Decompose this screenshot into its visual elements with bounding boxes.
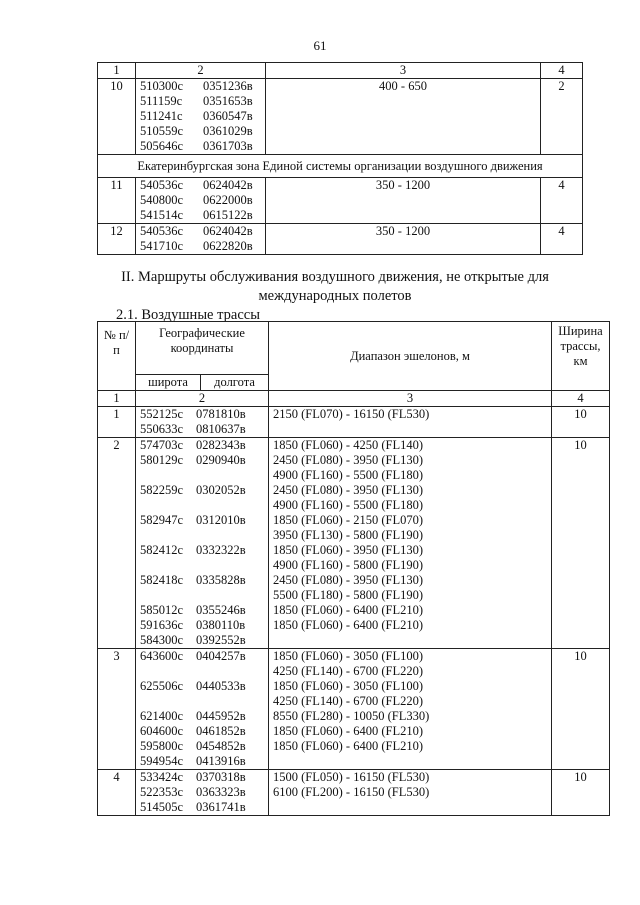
row-number: 10 [98, 79, 136, 155]
zone-title: Екатеринбургская зона Единой системы организации воздушного движения [98, 155, 583, 178]
route-width: 2 [541, 79, 583, 155]
header-width [552, 322, 610, 391]
level-range: 1850 (FL060) - 6400 (FL210) [273, 618, 423, 632]
longitude: 0454852в [196, 739, 246, 753]
coord-line [140, 785, 264, 800]
coord-line [140, 79, 261, 94]
level-range: 6100 (FL200) - 16150 (FL530) [273, 785, 430, 799]
latitude: 582259с [140, 483, 184, 497]
longitude: 0335828в [196, 573, 246, 587]
table-row [98, 224, 583, 255]
level-range: 350 - 1200 [266, 224, 541, 255]
longitude: 0781810в [196, 407, 246, 421]
route-width: 10 [552, 407, 610, 438]
longitude: 0363323в [196, 785, 246, 799]
coord-line [140, 800, 264, 815]
row-number: 1 [98, 407, 136, 438]
longitude: 0622000в [203, 193, 253, 207]
latitude [140, 694, 196, 709]
table-row [98, 649, 610, 770]
colnum-3: 3 [269, 391, 552, 407]
level-range: 2450 (FL080) - 3950 (FL130) [273, 453, 423, 467]
coord-line [140, 679, 264, 694]
longitude: 0351236в [203, 79, 253, 93]
coord-line [140, 633, 264, 648]
level-range: 1850 (FL060) - 6400 (FL210) [273, 603, 423, 617]
coord-line [140, 498, 264, 513]
longitude: 0445952в [196, 709, 246, 723]
level-range: 8550 (FL280) - 10050 (FL330) [273, 709, 430, 723]
longitude: 0290940в [196, 453, 246, 467]
level-range: 1850 (FL060) - 6400 (FL210) [273, 724, 423, 738]
coord-line [140, 739, 264, 754]
latitude: 594954с [140, 754, 184, 768]
coord-line [140, 618, 264, 633]
longitude: 0615122в [203, 208, 253, 222]
coord-line [140, 543, 264, 558]
longitude: 0624042в [203, 224, 253, 238]
header-range [269, 322, 552, 391]
level-range: 1850 (FL060) - 4250 (FL140) [273, 438, 423, 452]
latitude: 584300с [140, 633, 184, 647]
coord-line [140, 453, 264, 468]
coord-line [140, 468, 264, 483]
longitude: 0282343в [196, 438, 246, 452]
colnum-1: 1 [98, 391, 136, 407]
route-width: 10 [552, 649, 610, 770]
level-range: 1850 (FL060) - 2150 (FL070) [273, 513, 423, 527]
latitude [140, 558, 196, 573]
coord-line [140, 709, 264, 724]
row-number: 2 [98, 438, 136, 649]
column-number-row [98, 391, 610, 407]
latitude: 540536с [140, 224, 184, 238]
latitude: 510559с [140, 124, 184, 138]
coordinates-cell [136, 224, 266, 255]
route-width: 10 [552, 770, 610, 816]
level-range: 4900 (FL160) - 5500 (FL180) [273, 468, 423, 482]
coord-line [140, 694, 264, 709]
latitude: 510300с [140, 79, 184, 93]
level-ranges-cell [269, 438, 552, 649]
level-range: 4250 (FL140) - 6700 (FL220) [273, 694, 423, 708]
latitude [140, 588, 196, 603]
coord-line [140, 603, 264, 618]
route-width: 10 [552, 438, 610, 649]
longitude: 0370318в [196, 770, 246, 784]
coordinates-cell [136, 178, 266, 224]
zone-row [98, 155, 583, 178]
longitude: 0392552в [196, 633, 246, 647]
column-number-row [98, 63, 583, 79]
header-lon: долгота [214, 375, 255, 389]
level-range: 3950 (FL130) - 5800 (FL190) [273, 528, 423, 542]
coordinates-cell [136, 79, 266, 155]
coord-line [140, 239, 261, 254]
level-range: 1850 (FL060) - 3050 (FL100) [273, 679, 423, 693]
route-width: 4 [541, 178, 583, 224]
coord-line [140, 94, 261, 109]
airways-table [97, 321, 610, 816]
level-range: 2450 (FL080) - 3950 (FL130) [273, 483, 423, 497]
latitude: 550633с [140, 422, 184, 436]
header-lat: широта [136, 375, 201, 390]
longitude: 0624042в [203, 178, 253, 192]
longitude: 0302052в [196, 483, 246, 497]
coord-line [140, 770, 264, 785]
coord-line [140, 193, 261, 208]
level-range: 4250 (FL140) - 6700 (FL220) [273, 664, 423, 678]
latitude: 522353с [140, 785, 184, 799]
longitude: 0351653в [203, 94, 253, 108]
colnum-3: 3 [266, 63, 541, 79]
coord-line [140, 754, 264, 769]
coord-line [140, 483, 264, 498]
longitude: 0413916в [196, 754, 246, 768]
coord-line [140, 588, 264, 603]
longitude: 0355246в [196, 603, 246, 617]
level-range: 4900 (FL160) - 5500 (FL180) [273, 498, 423, 512]
longitude: 0361029в [203, 124, 253, 138]
coord-line [140, 422, 264, 437]
longitude: 0312010в [196, 513, 246, 527]
level-range [273, 422, 547, 437]
longitude: 0622820в [203, 239, 253, 253]
latitude [140, 468, 196, 483]
level-range: 1850 (FL060) - 6400 (FL210) [273, 739, 423, 753]
latitude: 552125с [140, 407, 184, 421]
coordinates-cell [136, 770, 269, 816]
level-range: 2150 (FL070) - 16150 (FL530) [273, 407, 430, 421]
latitude: 591636с [140, 618, 184, 632]
page-number: 61 [313, 38, 327, 53]
latitude: 541514с [140, 208, 184, 222]
table-row [98, 438, 610, 649]
level-ranges-cell [269, 770, 552, 816]
header-num-label: № п/п [103, 328, 130, 357]
row-number: 3 [98, 649, 136, 770]
colnum-2: 2 [136, 391, 269, 407]
header-coords [136, 322, 269, 375]
header-row [98, 322, 610, 375]
coord-line [140, 109, 261, 124]
latitude: 514505с [140, 800, 184, 814]
latitude [140, 498, 196, 513]
coord-line [140, 124, 261, 139]
coord-line [140, 649, 264, 664]
coord-line [140, 573, 264, 588]
latitude [140, 664, 196, 679]
coord-line [140, 139, 261, 154]
header-width-label: Ширина трассы, км [558, 324, 603, 368]
latitude: 511159с [140, 94, 183, 108]
latitude: 625506с [140, 679, 184, 693]
level-ranges-cell [269, 649, 552, 770]
latitude: 574703с [140, 438, 184, 452]
level-range: 4900 (FL160) - 5800 (FL190) [273, 558, 423, 572]
coord-line [140, 528, 264, 543]
level-range: 1850 (FL060) - 3950 (FL130) [273, 543, 423, 557]
longitude: 0361703в [203, 139, 253, 153]
latitude: 621400с [140, 709, 184, 723]
longitude: 0404257в [196, 649, 246, 663]
level-range [273, 633, 547, 648]
level-range: 1850 (FL060) - 3050 (FL100) [273, 649, 423, 663]
header-coords-label: Географические координаты [159, 326, 245, 355]
coord-line [140, 558, 264, 573]
level-ranges-cell [269, 407, 552, 438]
coord-line [140, 438, 264, 453]
longitude: 0810637в [196, 422, 246, 436]
latitude: 585012с [140, 603, 184, 617]
table-row [98, 770, 610, 816]
coord-line [140, 178, 261, 193]
level-range [273, 800, 547, 815]
table-row [98, 79, 583, 155]
longitude: 0361741в [196, 800, 246, 814]
coordinates-cell [136, 407, 269, 438]
latitude: 540800с [140, 193, 184, 207]
latitude: 541710с [140, 239, 184, 253]
coord-line [140, 407, 264, 422]
level-range: 2450 (FL080) - 3950 (FL130) [273, 573, 423, 587]
coord-line [140, 513, 264, 528]
coord-line [140, 724, 264, 739]
longitude: 0380110в [196, 618, 246, 632]
latitude: 582947с [140, 513, 184, 527]
coord-line [140, 664, 264, 679]
row-number: 12 [98, 224, 136, 255]
coord-line [140, 208, 261, 223]
level-range: 1500 (FL050) - 16150 (FL530) [273, 770, 430, 784]
table-row [98, 178, 583, 224]
colnum-4: 4 [552, 391, 610, 407]
latitude: 643600с [140, 649, 184, 663]
header-lat-lon [136, 375, 269, 391]
latitude: 533424с [140, 770, 184, 784]
header-num [98, 322, 136, 391]
colnum-4: 4 [541, 63, 583, 79]
longitude: 0440533в [196, 679, 246, 693]
longitude: 0461852в [196, 724, 246, 738]
coord-line [140, 224, 261, 239]
header-range-label: Диапазон эшелонов, м [350, 348, 470, 363]
latitude: 595800с [140, 739, 184, 753]
longitude: 0360547в [203, 109, 253, 123]
latitude: 604600с [140, 724, 184, 738]
level-range: 5500 (FL180) - 5800 (FL190) [273, 588, 423, 602]
longitude: 0332322в [196, 543, 246, 557]
latitude: 540536с [140, 178, 184, 192]
table-row [98, 407, 610, 438]
route-width: 4 [541, 224, 583, 255]
latitude: 511241с [140, 109, 183, 123]
level-range: 400 - 650 [266, 79, 541, 155]
latitude: 580129с [140, 453, 184, 467]
row-number: 4 [98, 770, 136, 816]
section-heading: II. Маршруты обслуживания воздушного движения, не открытые для международных полетов [121, 269, 549, 304]
coordinates-cell [136, 438, 269, 649]
table-continuation [97, 62, 583, 255]
latitude [140, 528, 196, 543]
coordinates-cell [136, 649, 269, 770]
latitude: 582412с [140, 543, 184, 557]
level-range [273, 754, 547, 769]
row-number: 11 [98, 178, 136, 224]
level-range: 350 - 1200 [266, 178, 541, 224]
latitude: 582418с [140, 573, 184, 587]
latitude: 505646с [140, 139, 184, 153]
colnum-2: 2 [136, 63, 266, 79]
colnum-1: 1 [98, 63, 136, 79]
subsection-heading: 2.1. Воздушные трассы [116, 307, 260, 323]
